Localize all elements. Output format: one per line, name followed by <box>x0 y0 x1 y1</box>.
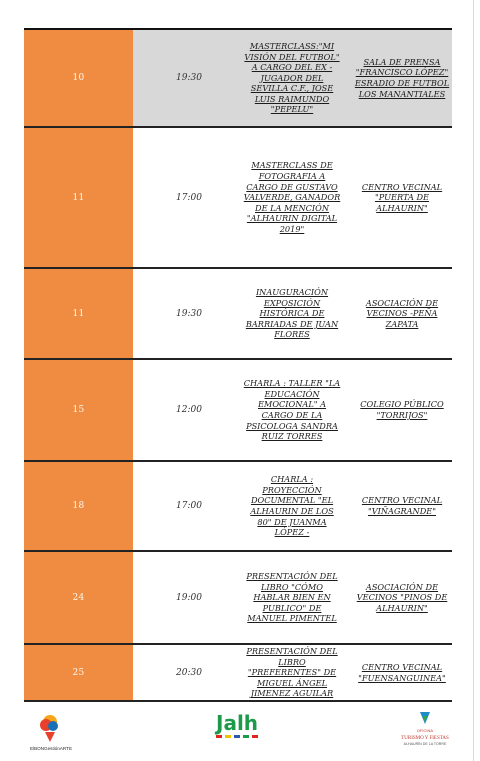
event-time: 19:00 <box>176 592 202 603</box>
event-title: CHARLA : PROYECCIÓN DOCUMENTAL "EL ALHAURIN DE LOS 80" DE JUANMA LÓPEZ - <box>250 474 334 538</box>
logo-center-text: Jalh <box>216 711 259 735</box>
page-border <box>473 0 474 761</box>
right-logo-icon <box>390 710 460 754</box>
time-cell <box>164 128 214 267</box>
logo-left <box>28 712 88 752</box>
event-location: CENTRO VECINAL "VIÑAGRANDE" <box>361 495 443 516</box>
schedule-row <box>24 552 452 645</box>
schedule-row <box>24 360 452 462</box>
left-logo-icon <box>28 712 88 752</box>
center-logo-icon <box>212 708 268 744</box>
event-location: ASOCIACIÓN DE VECINOS -PEÑA ZAPATA <box>365 297 439 329</box>
logo-left-text: ElBONGestiónARTE <box>30 746 73 751</box>
place-cell <box>354 552 450 643</box>
schedule-row <box>24 462 452 552</box>
event-location: SALA DE PRENSA "FRANCISCO LÓPEZ" ESRADIO DE FUTBOL LOS MANANTIALES <box>354 56 450 99</box>
event-title: INAUGURACIÓN EXPOSICIÓN HISTÓRICA DE BARRIADAS DE JUAN FLORES <box>245 287 339 340</box>
event-cell <box>242 552 342 643</box>
day-number: 25 <box>72 667 85 678</box>
place-cell <box>354 360 450 460</box>
time-cell <box>164 462 214 550</box>
logo-right <box>390 710 460 754</box>
event-time: 12:00 <box>176 405 202 415</box>
event-title: PRESENTACIÓN DEL LIBRO "CÓMO HABLAR BIEN EN PUBLICO" DE MANUEL PIMENTEL <box>246 571 338 624</box>
event-location: CENTRO VECINAL "PUERTA DE ALHAURIN" <box>361 181 443 213</box>
day-number: 11 <box>72 308 85 319</box>
place-cell <box>354 645 450 700</box>
time-cell <box>164 360 214 460</box>
event-time: 19:30 <box>176 308 202 319</box>
event-cell <box>242 269 342 358</box>
event-time: 17:00 <box>176 501 202 511</box>
event-time: 17:00 <box>176 192 202 203</box>
schedule-row <box>24 30 452 128</box>
time-cell <box>164 30 214 126</box>
event-location: COLEGIO PÚBLICO "TORRIJOS" <box>360 399 444 420</box>
event-time: 19:30 <box>176 73 202 83</box>
day-cell <box>24 462 133 550</box>
event-cell <box>242 30 342 126</box>
day-number: 11 <box>72 192 85 203</box>
place-cell <box>354 128 450 267</box>
logo-right-line3: ALHAURÍN DE LA TORRE <box>403 742 447 746</box>
event-cell <box>242 645 342 700</box>
day-cell <box>24 552 133 643</box>
place-cell <box>354 462 450 550</box>
event-cell <box>242 128 342 267</box>
event-location: CENTRO VECINAL "FUENSANGUINEA" <box>358 661 446 683</box>
event-cell <box>242 462 342 550</box>
event-location: ASOCIACIÓN DE VECINOS "PINOS DE ALHAURIN" <box>356 581 448 613</box>
logo-right-line1: OFICINA <box>416 728 434 733</box>
event-time: 20:30 <box>176 667 202 678</box>
time-cell <box>164 269 214 358</box>
day-cell <box>24 360 133 460</box>
day-cell <box>24 128 133 267</box>
day-cell <box>24 269 133 358</box>
event-title: PRESENTACIÓN DEL LIBRO "PREFERENTES" DE MIGUEL ÁNGEL JIMENEZ AGUILAR <box>246 646 338 699</box>
schedule-row <box>24 128 452 269</box>
place-cell <box>354 269 450 358</box>
day-number: 24 <box>72 592 85 603</box>
day-number: 15 <box>72 405 85 415</box>
logo-right-line2: TURISMO Y FIESTAS <box>401 736 449 741</box>
event-title: MASTERCLASS:"MI VISIÓN DEL FUTBOL" A CARGO DEL EX - JUGADOR DEL SEVILLA C.F., JOSE LUIS RAIMUNDO "PEPELU" <box>244 40 340 115</box>
place-cell <box>354 30 450 126</box>
time-cell <box>164 552 214 643</box>
event-title: CHARLA : TALLER "LA EDUCACIÓN EMOCIONAL" A CARGO DE LA PSICOLOGA SANDRA RUIZ TORRES <box>243 378 341 442</box>
schedule-row <box>24 645 452 702</box>
day-number: 10 <box>72 73 85 83</box>
schedule-row <box>24 269 452 360</box>
day-cell <box>24 30 133 126</box>
day-number: 18 <box>72 501 85 511</box>
day-cell <box>24 645 133 700</box>
time-cell <box>164 645 214 700</box>
logo-center <box>212 708 268 744</box>
schedule-table <box>24 28 452 702</box>
event-cell <box>242 360 342 460</box>
event-title: MASTERCLASS DE FOTOGRAFIA A CARGO DE GUSTAVO VALVERDE, GANADOR DE LA MENCIÓN "ALHAURIN DIGITAL 2019" <box>243 160 341 234</box>
